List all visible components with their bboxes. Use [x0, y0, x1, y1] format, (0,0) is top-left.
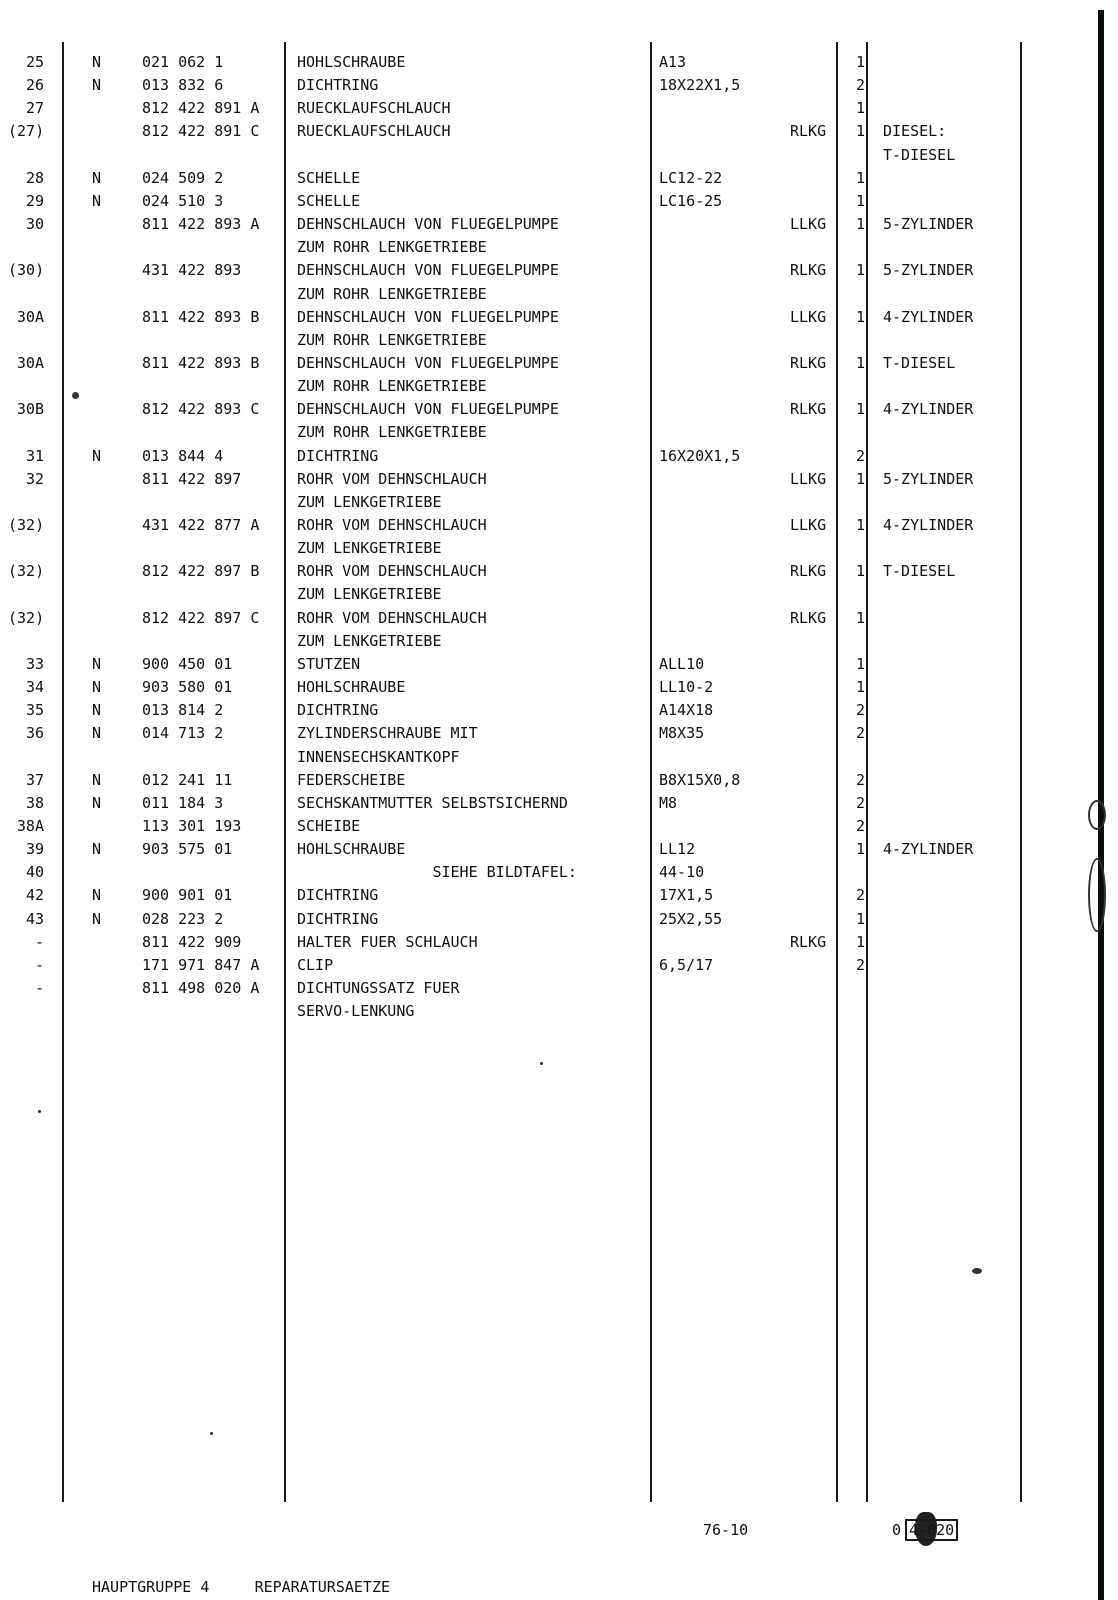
- quantity: 1: [856, 678, 866, 697]
- quantity: 1: [856, 99, 866, 118]
- description: ZYLINDERSCHRAUBE MIT: [297, 724, 478, 743]
- item-number: 30: [25, 215, 44, 234]
- item-number: (32): [8, 608, 45, 627]
- item-number: 30A: [16, 353, 44, 372]
- part-number: 014 713 2: [142, 724, 224, 743]
- part-number: 013 814 2: [142, 701, 224, 720]
- remark: T-DIESEL: [883, 353, 956, 372]
- norm-flag: N: [92, 886, 102, 905]
- description: ROHR VOM DEHNSCHLAUCH: [297, 562, 487, 581]
- part-number: 028 223 2: [142, 909, 224, 928]
- description: HOHLSCHRAUBE: [297, 840, 406, 859]
- quantity: 2: [856, 793, 866, 812]
- quantity: 1: [856, 469, 866, 488]
- steering-side: RLKG: [790, 562, 827, 581]
- specification: LL10-2: [659, 678, 714, 697]
- table-row: [0, 538, 1090, 562]
- description: STUTZEN: [297, 654, 361, 673]
- specification: M8X35: [659, 724, 705, 743]
- quantity: 2: [856, 816, 866, 835]
- scan-speck: [72, 392, 79, 399]
- description: SCHELLE: [297, 191, 361, 210]
- item-number: -: [34, 932, 44, 951]
- table-row: [0, 723, 1090, 747]
- part-number: 012 241 11: [142, 770, 233, 789]
- description: ROHR VOM DEHNSCHLAUCH: [297, 516, 487, 534]
- steering-side: LLKG: [790, 516, 827, 534]
- item-number: 33: [25, 654, 44, 673]
- quantity: 1: [856, 168, 866, 187]
- table-row: [0, 839, 1090, 863]
- item-number: 30B: [16, 400, 44, 419]
- table-row: [0, 631, 1090, 655]
- table-row: [0, 955, 1090, 979]
- description: HOHLSCHRAUBE: [297, 53, 406, 71]
- item-number: 28: [25, 168, 44, 187]
- item-number: 27: [25, 99, 44, 118]
- description: ZUM LENKGETRIEBE: [297, 631, 442, 650]
- table-row: [0, 747, 1090, 771]
- remark: 5-ZYLINDER: [883, 469, 974, 488]
- description: DICHTRING: [297, 886, 379, 905]
- part-number: 431 422 893: [142, 261, 242, 280]
- item-number: 25: [25, 53, 44, 71]
- quantity: 1: [856, 307, 866, 326]
- description: ZUM LENKGETRIEBE: [297, 585, 442, 604]
- description: ZUM ROHR LENKGETRIEBE: [297, 377, 487, 396]
- quantity: 1: [856, 840, 866, 859]
- item-number: -: [34, 955, 44, 974]
- steering-side: RLKG: [790, 932, 827, 951]
- quantity: 2: [856, 886, 866, 905]
- part-number: 811 498 020 A: [142, 979, 260, 997]
- item-number: 35: [25, 701, 44, 720]
- part-number: 021 062 1: [142, 53, 224, 71]
- scan-mark: [1088, 858, 1106, 932]
- table-row: [0, 561, 1090, 585]
- item-number: 38: [25, 793, 44, 812]
- specification: LC16-25: [659, 191, 723, 210]
- table-row: [0, 515, 1090, 539]
- scan-speck: [38, 1110, 41, 1113]
- remark: T-DIESEL: [883, 562, 956, 581]
- remark: 4-ZYLINDER: [883, 840, 974, 859]
- item-number: 30A: [16, 307, 44, 326]
- quantity: 1: [856, 654, 866, 673]
- quantity: 1: [856, 608, 866, 627]
- table-row: [0, 770, 1090, 794]
- description: SIEHE BILDTAFEL:: [297, 863, 577, 882]
- description: SERVO-LENKUNG: [297, 1002, 415, 1021]
- page-code-boxed: 4-020: [905, 1519, 958, 1541]
- part-number: 812 422 897 B: [142, 562, 260, 581]
- specification: 44-10: [659, 863, 705, 882]
- table-row: [0, 885, 1090, 909]
- part-number: 113 301 193: [142, 816, 242, 835]
- specification: A14X18: [659, 701, 714, 720]
- part-number: 811 422 897: [142, 469, 242, 488]
- description: SECHSKANTMUTTER SELBSTSICHERND: [297, 793, 568, 812]
- table-row: [0, 168, 1090, 192]
- quantity: 1: [856, 122, 866, 141]
- item-number: 29: [25, 191, 44, 210]
- steering-side: LLKG: [790, 215, 827, 234]
- specification: ALL10: [659, 654, 705, 673]
- description: ZUM ROHR LENKGETRIEBE: [297, 330, 487, 349]
- page-number: 76-10: [703, 1521, 749, 1539]
- steering-side: RLKG: [790, 353, 827, 372]
- norm-flag: N: [92, 793, 102, 812]
- table-row: [0, 121, 1090, 145]
- part-number: 812 422 893 C: [142, 400, 260, 419]
- item-number: 32: [25, 469, 44, 488]
- norm-flag: N: [92, 909, 102, 928]
- group-title: REPARATURSAETZE: [254, 1578, 391, 1596]
- quantity: 2: [856, 724, 866, 743]
- table-row: [0, 978, 1090, 1002]
- table-row: [0, 654, 1090, 678]
- quantity: 1: [856, 932, 866, 951]
- quantity: 2: [856, 955, 866, 974]
- specification: 25X2,55: [659, 909, 723, 928]
- description: RUECKLAUFSCHLAUCH: [297, 99, 451, 118]
- remark: 5-ZYLINDER: [883, 215, 974, 234]
- quantity: 1: [856, 516, 866, 534]
- part-number: 811 422 909: [142, 932, 242, 951]
- norm-flag: N: [92, 840, 102, 859]
- part-number: 024 509 2: [142, 168, 224, 187]
- norm-flag: N: [92, 678, 102, 697]
- description: ROHR VOM DEHNSCHLAUCH: [297, 608, 487, 627]
- table-row: [0, 191, 1090, 215]
- item-number: 26: [25, 76, 44, 95]
- part-number: 011 184 3: [142, 793, 224, 812]
- remark: 4-ZYLINDER: [883, 400, 974, 419]
- norm-flag: N: [92, 168, 102, 187]
- specification: M8: [659, 793, 678, 812]
- table-row: [0, 399, 1090, 423]
- item-number: (32): [8, 562, 45, 581]
- remark: T-DIESEL: [883, 145, 956, 164]
- part-number: 900 450 01: [142, 654, 233, 673]
- remark: DIESEL:: [883, 122, 947, 141]
- page-code: [892, 1521, 958, 1539]
- quantity: 1: [856, 53, 866, 71]
- item-number: 43: [25, 909, 44, 928]
- table-row: [0, 145, 1090, 169]
- description: ROHR VOM DEHNSCHLAUCH: [297, 469, 487, 488]
- item-number: -: [34, 979, 44, 997]
- table-row: [0, 214, 1090, 238]
- table-row: [0, 353, 1090, 377]
- description: HALTER FUER SCHLAUCH: [297, 932, 478, 951]
- table-row: [0, 260, 1090, 284]
- part-number: 903 580 01: [142, 678, 233, 697]
- part-number: 431 422 877 A: [142, 516, 260, 534]
- description: DEHNSCHLAUCH VON FLUEGELPUMPE: [297, 215, 559, 234]
- description: DEHNSCHLAUCH VON FLUEGELPUMPE: [297, 353, 559, 372]
- description: DICHTUNGSSATZ FUER: [297, 979, 460, 997]
- table-row: [0, 307, 1090, 331]
- table-row: [0, 700, 1090, 724]
- table-row: [0, 284, 1090, 308]
- table-row: [0, 469, 1090, 493]
- quantity: 1: [856, 261, 866, 280]
- specification: A13: [659, 53, 687, 71]
- description: DICHTRING: [297, 909, 379, 928]
- description: CLIP: [297, 955, 334, 974]
- description: SCHELLE: [297, 168, 361, 187]
- part-number: 171 971 847 A: [142, 955, 260, 974]
- item-number: 34: [25, 678, 44, 697]
- steering-side: LLKG: [790, 469, 827, 488]
- steering-side: RLKG: [790, 608, 827, 627]
- description: SCHEIBE: [297, 816, 361, 835]
- item-number: (32): [8, 516, 45, 534]
- part-number: 900 901 01: [142, 886, 233, 905]
- part-number: 811 422 893 B: [142, 353, 260, 372]
- specification: 16X20X1,5: [659, 446, 741, 465]
- description: DEHNSCHLAUCH VON FLUEGELPUMPE: [297, 400, 559, 419]
- item-number: 39: [25, 840, 44, 859]
- description: FEDERSCHEIBE: [297, 770, 406, 789]
- table-row: [0, 932, 1090, 956]
- steering-side: RLKG: [790, 400, 827, 419]
- description: DICHTRING: [297, 701, 379, 720]
- description: ZUM ROHR LENKGETRIEBE: [297, 238, 487, 257]
- item-number: 38A: [16, 816, 44, 835]
- remark: 5-ZYLINDER: [883, 261, 974, 280]
- table-row: [0, 98, 1090, 122]
- scan-speck: [540, 1062, 543, 1065]
- item-number: (30): [8, 261, 45, 280]
- table-row: [0, 237, 1090, 261]
- item-number: 31: [25, 446, 44, 465]
- description: ZUM ROHR LENKGETRIEBE: [297, 284, 487, 303]
- item-number: 42: [25, 886, 44, 905]
- scan-speck: [972, 1268, 982, 1274]
- item-number: 37: [25, 770, 44, 789]
- item-number: 36: [25, 724, 44, 743]
- part-number: 013 832 6: [142, 76, 224, 95]
- table-row: [0, 330, 1090, 354]
- quantity: 2: [856, 76, 866, 95]
- table-row: [0, 608, 1090, 632]
- description: ZUM LENKGETRIEBE: [297, 539, 442, 558]
- part-number: 812 422 891 A: [142, 99, 260, 118]
- description: HOHLSCHRAUBE: [297, 678, 406, 697]
- part-number: 903 575 01: [142, 840, 233, 859]
- quantity: 1: [856, 400, 866, 419]
- norm-flag: N: [92, 446, 102, 465]
- table-row: [0, 75, 1090, 99]
- steering-side: RLKG: [790, 122, 827, 141]
- scan-speck: [210, 1432, 213, 1435]
- norm-flag: N: [92, 724, 102, 743]
- quantity: 1: [856, 353, 866, 372]
- norm-flag: N: [92, 76, 102, 95]
- table-row: [0, 909, 1090, 933]
- part-number: 811 422 893 B: [142, 307, 260, 326]
- quantity: 1: [856, 562, 866, 581]
- description: ZUM LENKGETRIEBE: [297, 492, 442, 511]
- norm-flag: N: [92, 53, 102, 71]
- specification: 18X22X1,5: [659, 76, 741, 95]
- description: RUECKLAUFSCHLAUCH: [297, 122, 451, 141]
- description: DICHTRING: [297, 446, 379, 465]
- specification: 6,5/17: [659, 955, 714, 974]
- table-row: [0, 446, 1090, 470]
- quantity: 2: [856, 770, 866, 789]
- part-number: 811 422 893 A: [142, 215, 260, 234]
- quantity: 2: [856, 701, 866, 720]
- specification: B8X15X0,8: [659, 770, 741, 789]
- remark: 4-ZYLINDER: [883, 516, 974, 534]
- steering-side: LLKG: [790, 307, 827, 326]
- norm-flag: N: [92, 701, 102, 720]
- description: DEHNSCHLAUCH VON FLUEGELPUMPE: [297, 307, 559, 326]
- table-row: [0, 422, 1090, 446]
- main-group-footer: [92, 1578, 390, 1596]
- table-row: [0, 1001, 1090, 1025]
- table-row: [0, 52, 1090, 76]
- description: INNENSECHSKANTKOPF: [297, 747, 460, 766]
- quantity: 1: [856, 191, 866, 210]
- steering-side: RLKG: [790, 261, 827, 280]
- table-row: [0, 492, 1090, 516]
- scan-mark: [1088, 800, 1106, 830]
- specification: LC12-22: [659, 168, 723, 187]
- part-number: 013 844 4: [142, 446, 224, 465]
- description: DEHNSCHLAUCH VON FLUEGELPUMPE: [297, 261, 559, 280]
- table-row: [0, 816, 1090, 840]
- page-code-prefix: 0: [892, 1521, 902, 1539]
- norm-flag: N: [92, 770, 102, 789]
- quantity: 1: [856, 909, 866, 928]
- table-row: [0, 677, 1090, 701]
- remark: 4-ZYLINDER: [883, 307, 974, 326]
- item-number: 40: [25, 863, 44, 882]
- norm-flag: N: [92, 654, 102, 673]
- table-row: [0, 793, 1090, 817]
- table-row: [0, 584, 1090, 608]
- norm-flag: N: [92, 191, 102, 210]
- description: DICHTRING: [297, 76, 379, 95]
- specification: 17X1,5: [659, 886, 714, 905]
- table-row: [0, 376, 1090, 400]
- table-row: [0, 862, 1090, 886]
- quantity: 2: [856, 446, 866, 465]
- part-number: 812 422 891 C: [142, 122, 260, 141]
- specification: LL12: [659, 840, 696, 859]
- part-number: 812 422 897 C: [142, 608, 260, 627]
- group-label: HAUPTGRUPPE 4: [92, 1578, 210, 1596]
- item-number: (27): [8, 122, 45, 141]
- part-number: 024 510 3: [142, 191, 224, 210]
- description: ZUM ROHR LENKGETRIEBE: [297, 423, 487, 442]
- quantity: 1: [856, 215, 866, 234]
